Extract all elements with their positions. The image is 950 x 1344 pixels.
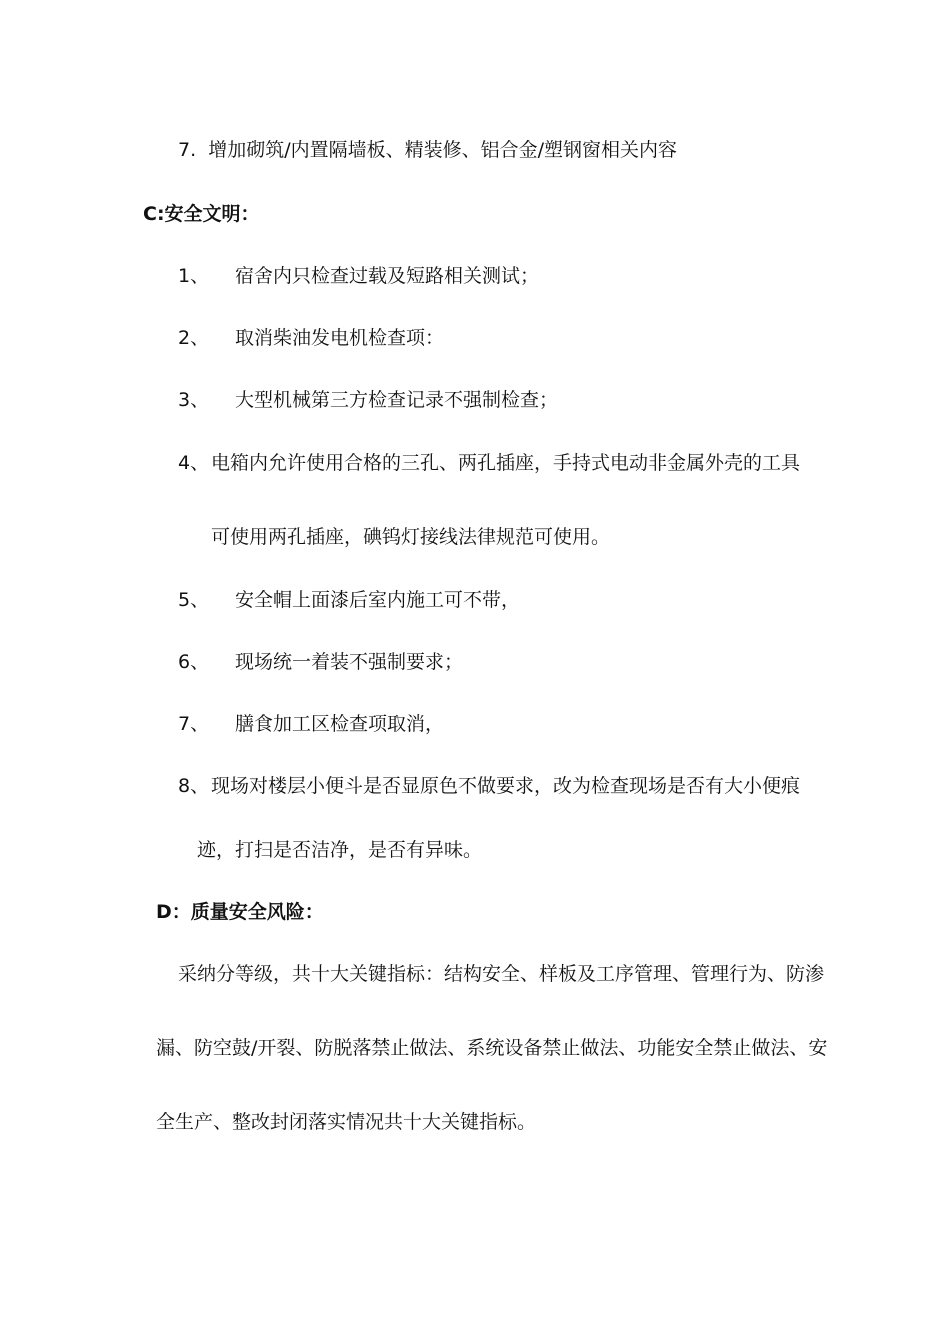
list-item-c2 <box>178 325 444 351</box>
section-heading-c: C:安全文明： <box>143 203 260 225</box>
paragraph-line: 全生产、整改封闭落实情况共十大关键指标。 <box>156 1111 537 1133</box>
list-text: 现场统一着装不强制要求； <box>235 651 464 673</box>
list-item-c1 <box>178 263 539 289</box>
section-heading-d: D：质量安全风险： <box>156 901 324 923</box>
list-item-c7 <box>178 711 444 737</box>
list-number: 7、 <box>178 713 210 735</box>
list-item-c5 <box>178 587 520 613</box>
paragraph-line: 漏、防空鼓/开裂、防脱落禁止做法、系统设备禁止做法、功能安全禁止做法、安 <box>156 1037 828 1059</box>
list-number: 2、 <box>178 327 210 349</box>
list-item-c6 <box>178 649 463 675</box>
list-text: 宿舍内只检查过载及短路相关测试； <box>235 265 540 287</box>
list-item-c3 <box>178 387 558 413</box>
list-number: 4、 <box>178 452 210 474</box>
list-item-c8-continuation: 迹，打扫是否洁净，是否有异味。 <box>197 839 483 861</box>
list-item-b7 <box>178 137 677 163</box>
list-text: 膳食加工区检查项取消， <box>235 713 445 735</box>
paragraph-line: 采纳分等级，共十大关键指标：结构安全、样板及工序管理、管理行为、防渗 <box>178 963 825 985</box>
list-number: 8、 <box>178 775 210 797</box>
list-text: 现场对楼层小便斗是否显原色不做要求，改为检查现场是否有大小便痕 <box>211 775 801 797</box>
list-number: 1、 <box>178 265 210 287</box>
list-text: 取消柴油发电机检查项： <box>235 327 445 349</box>
list-text: 增加砌筑/内置隔墙板、精装修、铝合金/塑钢窗相关内容 <box>208 139 677 161</box>
list-number: 7. <box>178 139 197 161</box>
list-item-c4 <box>178 450 800 476</box>
list-text: 电箱内允许使用合格的三孔、两孔插座，手持式电动非金属外壳的工具 <box>211 452 801 474</box>
list-text: 安全帽上面漆后室内施工可不带， <box>235 589 521 611</box>
list-number: 6、 <box>178 651 210 673</box>
list-item-c4-continuation: 可使用两孔插座，碘钨灯接线法律规范可使用。 <box>211 526 611 548</box>
list-text: 大型机械第三方检查记录不强制检查； <box>235 389 559 411</box>
list-number: 5、 <box>178 589 210 611</box>
list-item-c8 <box>178 773 800 799</box>
list-number: 3、 <box>178 389 210 411</box>
